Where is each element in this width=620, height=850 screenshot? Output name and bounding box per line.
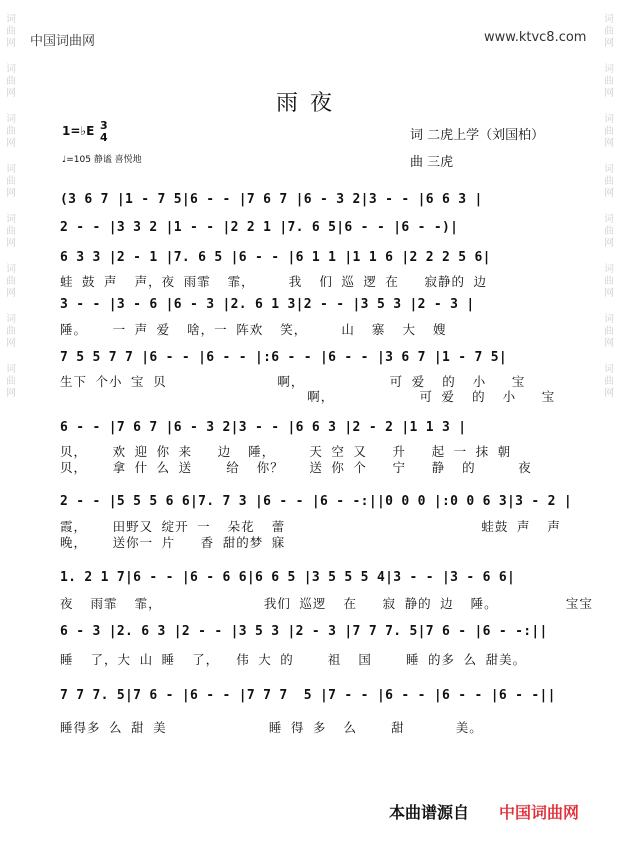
watermark-char: 曲 bbox=[6, 126, 16, 137]
composer-credit: 曲 三虎 bbox=[410, 155, 454, 170]
watermark-char: 词 bbox=[604, 314, 614, 325]
notation-line: 1. 2 1 7|6 - - |6 - 6 6|6 6 5 |3 5 5 5 4|3 - - |3 - 6 6| bbox=[60, 570, 516, 585]
notation-line: 2 - - |3 3 2 |1 - - |2 2 1 |7. 6 5|6 - - |6 - -)| bbox=[60, 220, 459, 235]
watermark-char: 曲 bbox=[604, 276, 614, 287]
watermark-char: 词 bbox=[604, 14, 614, 25]
time-signature-bottom: 4 bbox=[100, 131, 108, 144]
watermark-char: 曲 bbox=[604, 176, 614, 187]
notation-line: 7 5 5 7 7 |6 - - |6 - - |:6 - - |6 - - |3 6 7 |1 - 7 5| bbox=[60, 350, 507, 365]
watermark-char: 网 bbox=[6, 188, 16, 199]
notation-line: 6 - - |7 6 7 |6 - 3 2|3 - - |6 6 3 |2 - 2 |1 1 3 | bbox=[60, 420, 467, 435]
lyrics-line: 睡 了，大 山 睡 了， 伟 大 的 祖 国 睡 的多 么 甜美。 bbox=[60, 652, 527, 667]
source-text: 本曲谱源自 bbox=[389, 803, 470, 822]
watermark-char: 词 bbox=[6, 214, 16, 225]
watermark-right bbox=[598, 0, 620, 400]
lyrics-line: 贝， 欢 迎 你 来 边 陲， 天 空 又 升 起 一 抹 朝 bbox=[60, 444, 512, 459]
watermark-char: 词 bbox=[604, 264, 614, 275]
time-signature bbox=[100, 120, 108, 144]
watermark-left bbox=[0, 0, 22, 400]
watermark-char: 词 bbox=[604, 164, 614, 175]
lyrics-line: 生下 个小 宝 贝 啊， 可 爱 的 小 宝 bbox=[60, 374, 526, 389]
watermark-char: 曲 bbox=[6, 176, 16, 187]
watermark-char: 网 bbox=[6, 288, 16, 299]
time-signature-top: 3 bbox=[100, 119, 108, 132]
tempo-marking: ♩=105 静谧 喜悦地 bbox=[62, 155, 142, 165]
lyrics-line: 啊， 可 爱 的 小 宝 bbox=[60, 389, 556, 404]
site-name-header: 中国词曲网 bbox=[30, 34, 96, 49]
watermark-char: 词 bbox=[6, 14, 16, 25]
watermark-char: 网 bbox=[604, 288, 614, 299]
watermark-char: 词 bbox=[604, 114, 614, 125]
lyrics-line: 陲。 一 声 爱 啥，一 阵欢 笑， 山 寨 大 嫂 bbox=[60, 322, 447, 337]
watermark-char: 词 bbox=[6, 114, 16, 125]
watermark-char: 词 bbox=[6, 64, 16, 75]
watermark-char: 曲 bbox=[604, 326, 614, 337]
watermark-char: 网 bbox=[6, 88, 16, 99]
watermark-char: 网 bbox=[6, 338, 16, 349]
watermark-char: 曲 bbox=[6, 326, 16, 337]
watermark-char: 网 bbox=[6, 138, 16, 149]
lyrics-line: 晚， 送你一 片 香 甜的梦 寐 bbox=[60, 535, 286, 550]
watermark-char: 词 bbox=[604, 214, 614, 225]
lyricist-credit: 词 二虎上学（刘国柏） bbox=[410, 128, 545, 143]
watermark-char: 词 bbox=[6, 314, 16, 325]
source-site-name: 中国词曲网 bbox=[499, 803, 580, 822]
notation-line: (3 6 7 |1 - 7 5|6 - - |7 6 7 |6 - 3 2|3 - - |6 6 3 | bbox=[60, 192, 483, 207]
lyrics-line: 贝， 拿 什 么 送 给 你？ 送 你 个 宁 静 的 夜 bbox=[60, 460, 532, 475]
watermark-column-right bbox=[604, 0, 614, 400]
watermark-char: 网 bbox=[604, 188, 614, 199]
watermark-char: 词 bbox=[6, 164, 16, 175]
watermark-char: 词 bbox=[6, 264, 16, 275]
watermark-char: 网 bbox=[6, 238, 16, 249]
watermark-char: 曲 bbox=[6, 226, 16, 237]
key-signature: 1=♭E bbox=[62, 124, 95, 138]
notation-line: 7 7 7. 5|7 6 - |6 - - |7 7 7 5 |7 - - |6 - - |6 - - |6 - -|| bbox=[60, 688, 556, 703]
watermark-char: 曲 bbox=[6, 376, 16, 387]
watermark-char: 网 bbox=[604, 388, 614, 399]
watermark-char: 曲 bbox=[604, 126, 614, 137]
site-url-header: www.ktvc8.com bbox=[484, 30, 587, 45]
notation-line: 2 - - |5 5 5 6 6|7. 7 3 |6 - - |6 - -:||0 0 0 |:0 0 6 3|3 - 2 | bbox=[60, 494, 572, 509]
watermark-char: 曲 bbox=[604, 226, 614, 237]
watermark-char: 词 bbox=[604, 364, 614, 375]
watermark-column-left bbox=[6, 0, 16, 400]
watermark-char: 曲 bbox=[6, 276, 16, 287]
watermark-char: 网 bbox=[604, 138, 614, 149]
watermark-char: 网 bbox=[604, 38, 614, 49]
watermark-char: 曲 bbox=[6, 26, 16, 37]
lyrics-line: 睡得多 么 甜 美 睡 得 多 么 甜 美。 bbox=[60, 720, 483, 735]
notation-line: 6 3 3 |2 - 1 |7. 6 5 |6 - - |6 1 1 |1 1 6 |2 2 2 5 6| bbox=[60, 250, 491, 265]
watermark-char: 网 bbox=[604, 338, 614, 349]
lyrics-line: 霞， 田野又 绽开 一 朵花 蕾 蛙鼓 声 声 bbox=[60, 519, 561, 534]
lyrics-line: 夜 雨霏 霏， 我们 巡逻 在 寂 静的 边 陲。 宝宝 bbox=[60, 596, 593, 611]
song-title: 雨夜 bbox=[275, 91, 344, 116]
watermark-char: 曲 bbox=[604, 376, 614, 387]
notation-line: 6 - 3 |2. 6 3 |2 - - |3 5 3 |2 - 3 |7 7 7. 5|7 6 - |6 - -:|| bbox=[60, 624, 548, 639]
watermark-char: 曲 bbox=[604, 26, 614, 37]
notation-line: 3 - - |3 - 6 |6 - 3 |2. 6 1 3|2 - - |3 5 3 |2 - 3 | bbox=[60, 297, 475, 312]
watermark-char: 网 bbox=[604, 88, 614, 99]
watermark-char: 曲 bbox=[604, 76, 614, 87]
watermark-char: 词 bbox=[6, 364, 16, 375]
watermark-char: 网 bbox=[6, 388, 16, 399]
watermark-char: 网 bbox=[6, 38, 16, 49]
watermark-char: 词 bbox=[604, 64, 614, 75]
lyrics-line: 蛙 鼓 声 声，夜 雨霏 霏， 我 们 巡 逻 在 寂静的 边 bbox=[60, 274, 488, 289]
watermark-char: 网 bbox=[604, 238, 614, 249]
watermark-char: 曲 bbox=[6, 76, 16, 87]
